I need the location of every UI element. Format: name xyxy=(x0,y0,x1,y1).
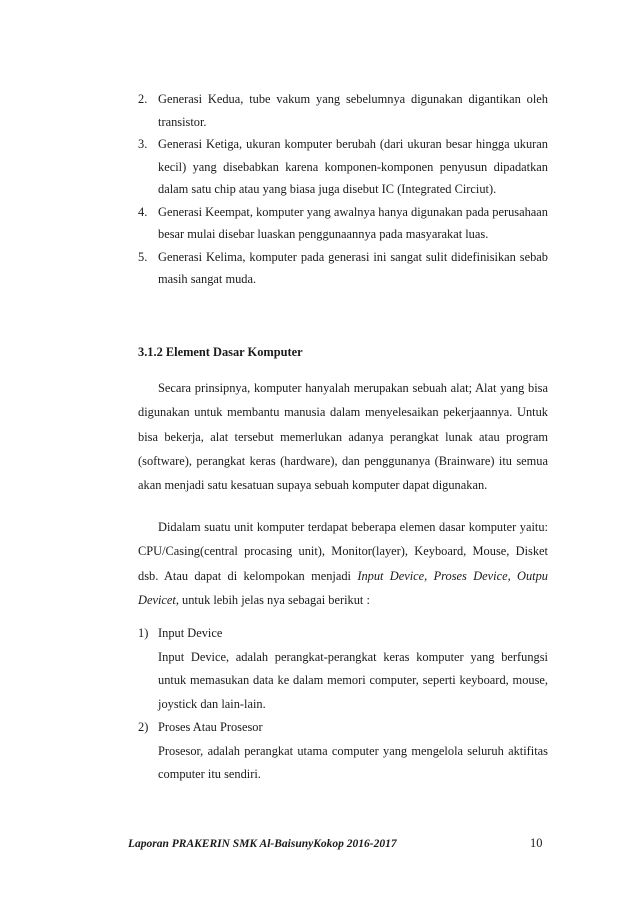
list-text: Generasi Kedua, tube vakum yang sebelumnya digunakan digantikan oleh transistor. xyxy=(158,92,548,129)
paragraph-text: Didalam suatu unit komputer terdapat beberapa elemen dasar komputer yaitu: CPU/Casing(central procasing unit), Monitor(layer), Keyboard, Mouse, Disket dsb. Atau dapat di kelompokan menjadi xyxy=(138,520,548,583)
generation-list xyxy=(138,88,548,291)
section-heading: 3.1.2 Element Dasar Komputer xyxy=(138,345,303,359)
list-number: 5. xyxy=(138,249,148,264)
element-item-list xyxy=(138,622,548,716)
paragraph-elements xyxy=(138,515,548,612)
item-number: 1) xyxy=(138,626,149,640)
page-number: 10 xyxy=(530,836,543,850)
list-text: Generasi Kelima, komputer pada generasi ini sangat sulit didefinisikan sebab masih sangat muda. xyxy=(158,249,548,286)
item-description: Prosesor, adalah perangkat utama computer yang mengelola seluruh aktifitas computer itu sendiri. xyxy=(158,743,548,781)
list-item xyxy=(138,201,548,246)
footer-title: Laporan PRAKERIN SMK Al-BaisunyKokop 2016-2017 xyxy=(128,838,397,850)
element-item xyxy=(138,716,548,787)
paragraph-italic-text: Input Device, Proses Device, Outpu Devicet, xyxy=(138,568,548,607)
list-number: 2. xyxy=(138,92,148,106)
paragraph-intro: Secara prinsipnya, komputer hanyalah merupakan sebuah alat; Alat yang bisa digunakan untuk membantu manusia dalam menyelesaikan pekerjaannya. Untuk bisa bekerja, alat tersebut memerlukan adanya perangkat lunak atau program (software), perangkat keras (hardware), dan penggunanya (Brainware) itu semua akan menjadi satu kesatuan supaya sebuah komputer dapat digunakan. xyxy=(138,381,548,493)
list-text: Generasi Keempat, komputer yang awalnya hanya digunakan pada perusahaan besar mulai disebar luaskan penggunaannya pada masyarakat luas. xyxy=(158,204,548,241)
element-item xyxy=(138,622,548,716)
item-title: Input Device xyxy=(158,626,223,640)
item-description: Input Device, adalah perangkat-perangkat keras komputer yang berfungsi untuk memasukan data ke dalam memori computer, seperti keyboard, mouse, joystick dan lain-lain. xyxy=(158,649,548,711)
list-number: 4. xyxy=(138,204,148,219)
item-title: Proses Atau Prosesor xyxy=(158,720,263,734)
element-item-list xyxy=(138,716,548,787)
list-text: Generasi Ketiga, ukuran komputer berubah (dari ukuran besar hingga ukuran kecil) yang disebabkan karena komponen-komponen penyusun dipadatkan dalam satu chip atau yang biasa juga disebut IC (Integrated Circiut). xyxy=(158,137,548,196)
list-item xyxy=(138,133,548,201)
list-item xyxy=(138,88,548,133)
paragraph-text: untuk lebih jelas nya sebagai berikut : xyxy=(178,592,370,607)
list-number: 3. xyxy=(138,137,148,151)
list-item xyxy=(138,246,548,291)
item-number: 2) xyxy=(138,720,149,734)
